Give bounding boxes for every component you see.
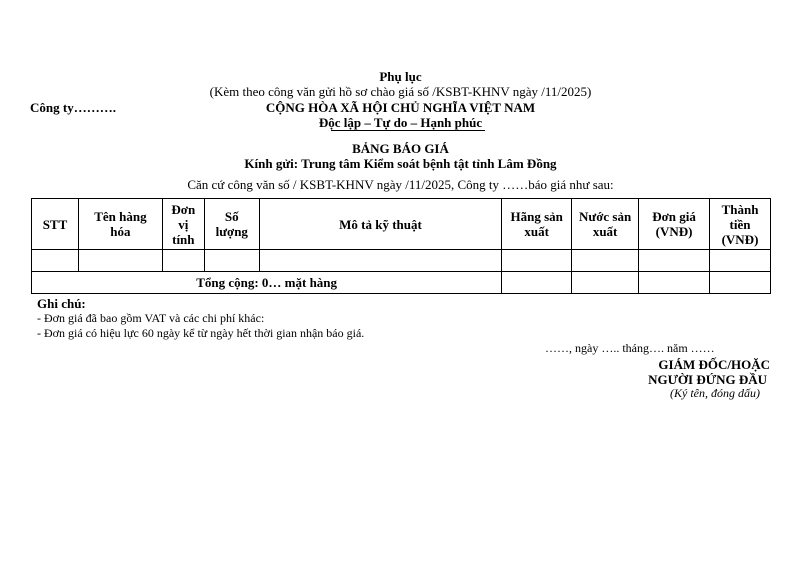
company-name: Công ty……….: [30, 100, 116, 115]
note-item: - Đơn giá đã bao gồm VAT và các chi phí khác:: [37, 311, 265, 325]
cell-stt[interactable]: [32, 250, 79, 272]
cell-country[interactable]: [572, 250, 639, 272]
cell-unit[interactable]: [162, 250, 204, 272]
document-title: BẢNG BÁO GIÁ: [352, 141, 449, 156]
basis-line: Căn cứ công văn số / KSBT-KHNV ngày /11/2025, Công ty ……báo giá như sau:: [187, 177, 614, 192]
note-item: - Đơn giá có hiệu lực 60 ngày kể từ ngày hết thời gian nhận báo giá.: [37, 326, 365, 340]
motto-underline: [331, 130, 485, 131]
addressee-line: Kính gửi: Trung tâm Kiểm soát bệnh tật tỉnh Lâm Đồng: [244, 156, 557, 171]
cell-total[interactable]: [710, 250, 771, 272]
header-spec: Mô tả kỹ thuật: [259, 199, 502, 250]
signer-title: GIÁM ĐỐC/HOẶC: [658, 357, 770, 372]
date-line: ……, ngày ….. tháng…. năm ……: [545, 341, 715, 355]
cell-unit-price[interactable]: [639, 250, 710, 272]
quotation-table: [31, 198, 771, 294]
total-cell-total[interactable]: [710, 272, 771, 294]
signature-hint: (Ký tên, đóng dấu): [670, 386, 760, 400]
table-row: [32, 250, 771, 272]
header-total: Thành tiền (VNĐ): [710, 199, 771, 250]
signer-title-2: NGƯỜI ĐỨNG ĐẦU: [648, 372, 767, 387]
cell-spec[interactable]: [259, 250, 502, 272]
header-stt: STT: [32, 199, 79, 250]
cell-item-name[interactable]: [78, 250, 162, 272]
header-item-name: Tên hàng hóa: [78, 199, 162, 250]
header-unit: Đơn vị tính: [162, 199, 204, 250]
notes-title: Ghi chú:: [37, 296, 86, 311]
reference-line: (Kèm theo công văn gửi hồ sơ chào giá số /KSBT-KHNV ngày /11/2025): [209, 84, 592, 99]
national-motto: Độc lập – Tự do – Hạnh phúc: [318, 115, 483, 130]
header-unit-price: Đơn giá (VNĐ): [639, 199, 710, 250]
total-cell-manufacturer[interactable]: [502, 272, 572, 294]
total-label: Tổng cộng: 0… mặt hàng: [32, 272, 502, 294]
header-quantity: Số lượng: [204, 199, 259, 250]
cell-manufacturer[interactable]: [502, 250, 572, 272]
cell-quantity[interactable]: [204, 250, 259, 272]
header-country: Nước sản xuất: [572, 199, 639, 250]
national-title: CỘNG HÒA XÃ HỘI CHỦ NGHĨA VIỆT NAM: [265, 100, 536, 115]
table-header-row: [32, 199, 771, 250]
total-cell-country[interactable]: [572, 272, 639, 294]
header-manufacturer: Hãng sản xuất: [502, 199, 572, 250]
table-total-row: [32, 272, 771, 294]
appendix-title: Phụ lục: [379, 69, 422, 84]
total-cell-unit-price[interactable]: [639, 272, 710, 294]
